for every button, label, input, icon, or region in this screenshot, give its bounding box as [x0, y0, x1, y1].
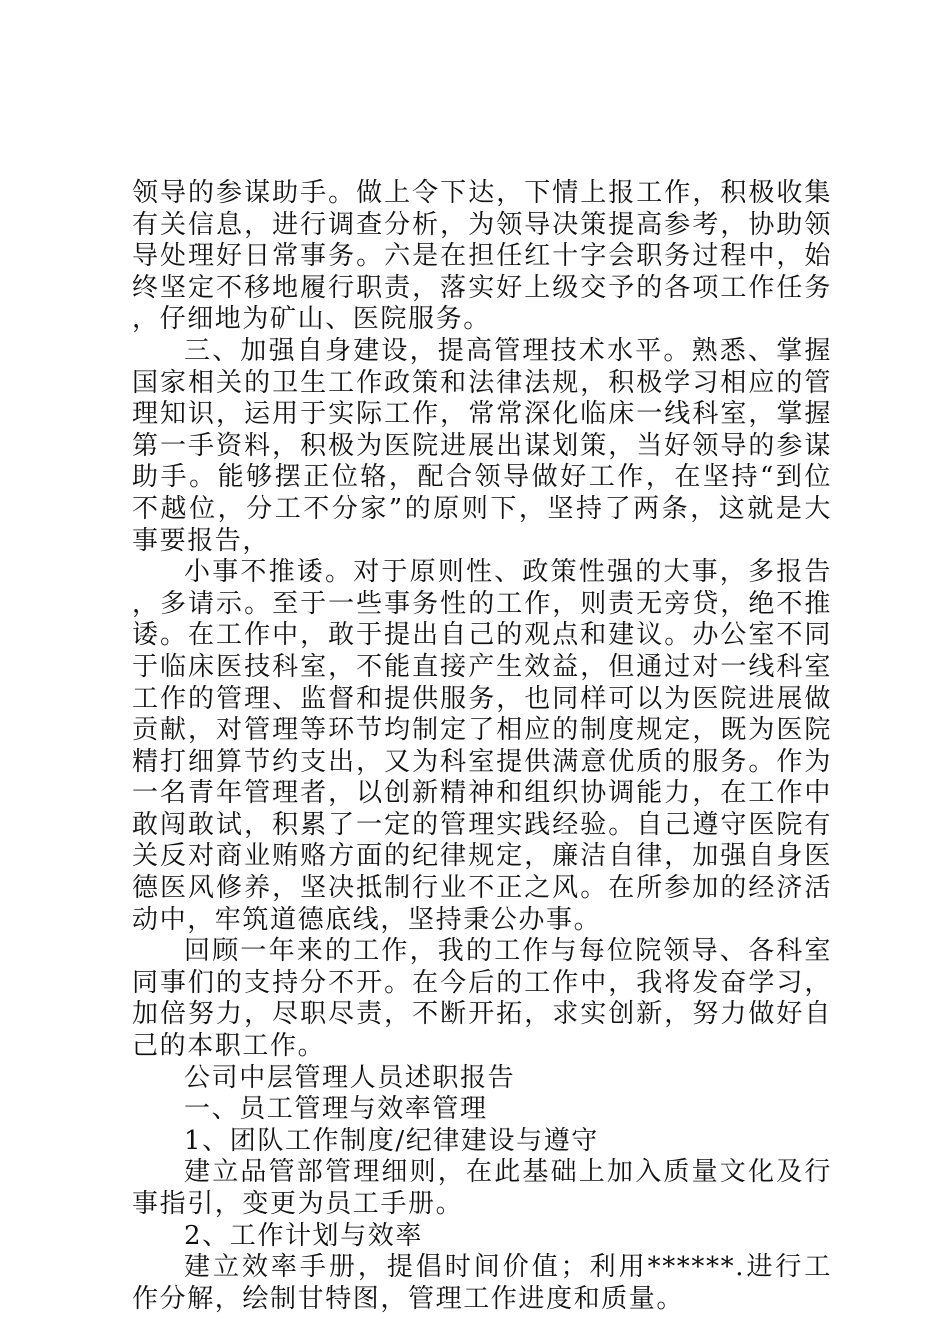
- paragraph-handbook: 建立品管部管理细则，在此基础上加入质量文化及行事指引，变更为员工手册。: [132, 1157, 832, 1219]
- report-title: 公司中层管理人员述职报告: [184, 1062, 516, 1093]
- document-body: [132, 178, 832, 1315]
- paragraph-small-matters: 小事不推诿。对于原则性、政策性强的大事，多报告，多请示。至于一些事务性的工作，则责无旁贷，绝不推诿。在工作中，敢于提出自己的观点和建议。办公室不同于临床医技科室，不能直接产生效益，但通过对一线科室工作的管理、监督和提供服务，也同样可以为医院进展做贡献，对管理等环节均制定了相应的制度规定，既为医院精打细算节约支出，又为科室提供满意优质的服务。作为一名青年管理者，以创新精神和组织协调能力，在工作中敢闯敢试，积累了一定的管理实践经验。自己遵守医院有关反对商业贿赂方面的纪律规定，廉洁自律，加强自身医德医风修养，坚决抵制行业不正之风。在所参加的经济活动中，牢筑道德底线，坚持秉公办事。: [132, 557, 832, 935]
- paragraph-section-three: 三、加强自身建设，提高管理技术水平。熟悉、掌握国家相关的卫生工作政策和法律法规，积极学习相应的管理知识，运用于实际工作，常常深化临床一线科室，掌握第一手资料，积极为医院进展出谋划策，当好领导的参谋助手。能够摆正位辂，配合领导做好工作，在坚持“到位不越位，分工不分家”的原则下，坚持了两条，这就是大事要报告，: [132, 335, 832, 556]
- paragraph-efficiency: 建立效率手册，提倡时间价值；利用******.进行工作分解，绘制甘特图，管理工作进度和质量。: [132, 1252, 832, 1314]
- subheading-team-rules: 1、团队工作制度/纪律建设与遵守: [184, 1125, 599, 1156]
- heading-staff-management: 一、员工管理与效率管理: [184, 1094, 488, 1125]
- paragraph-continuation: 领导的参谋助手。做上令下达，下情上报工作，积极收集有关信息，进行调查分析，为领导决策提高参考，协助领导处理好日常事务。六是在担任红十字会职务过程中，始终坚定不移地履行职责，落实好上级交予的各项工作任务，仔细地为矿山、医院服务。: [132, 178, 832, 335]
- subheading-work-plan: 2、工作计划与效率: [184, 1220, 423, 1251]
- paragraph-review: 回顾一年来的工作，我的工作与每位院领导、各科室同事们的支持分不开。在今后的工作中，我将发奋学习，加倍努力，尽职尽责，不断开拓，求实创新，努力做好自己的本职工作。: [132, 936, 832, 1062]
